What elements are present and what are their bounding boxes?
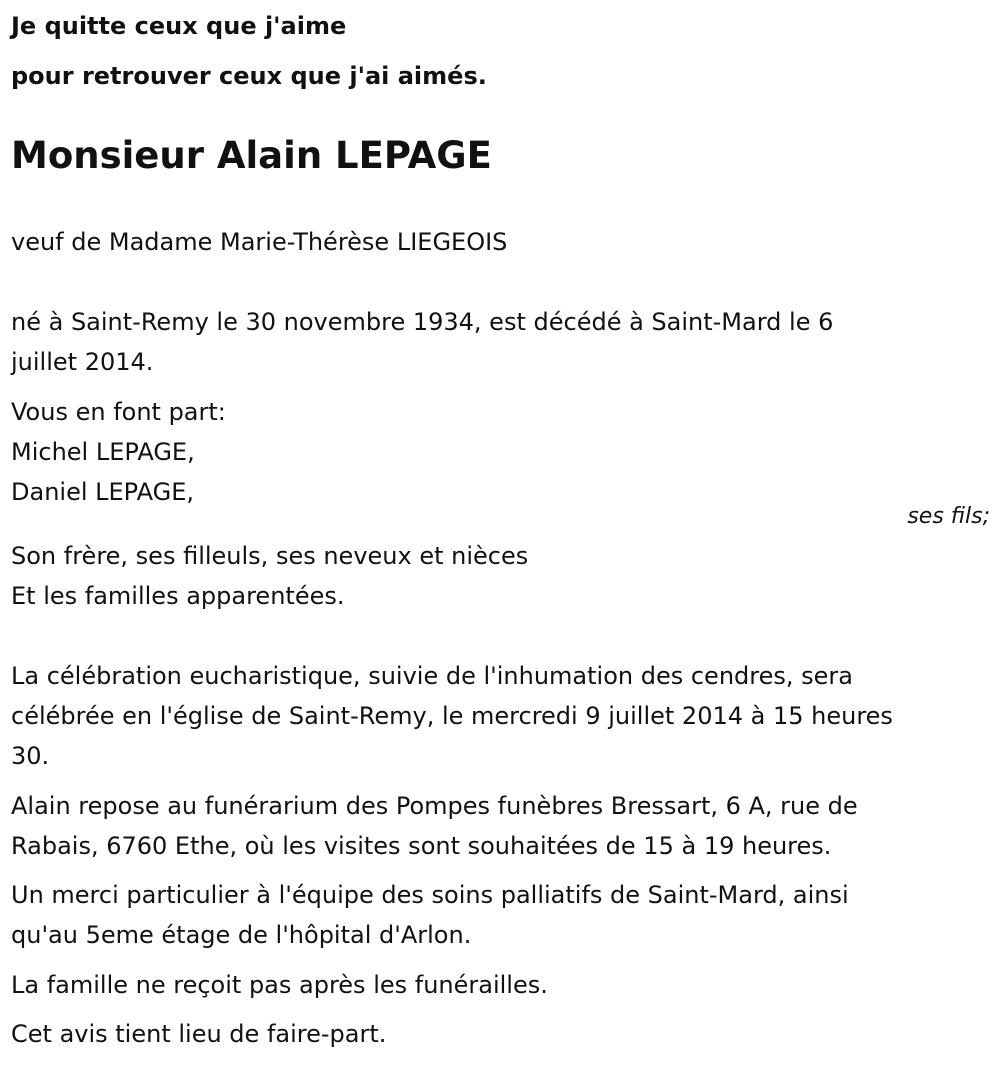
son-name: Daniel LEPAGE, <box>11 478 194 506</box>
birth-death-line-1: né à Saint-Remy le 30 novembre 1934, est décédé à Saint-Mard le 6 <box>11 308 834 336</box>
thanks-line-1: Un merci particulier à l'équipe des soins palliatifs de Saint-Mard, ainsi <box>11 881 849 909</box>
repose-paragraph <box>11 786 858 866</box>
verse-line-2: pour retrouver ceux que j'ai aimés. <box>11 62 487 90</box>
announcement-intro: Vous en font part: <box>11 398 226 426</box>
birth-death-paragraph <box>11 302 833 382</box>
family-line-2: Et les familles apparentées. <box>11 582 345 610</box>
birth-death-line-2: juillet 2014. <box>11 348 154 376</box>
reception-note: La famille ne reçoit pas après les funérailles. <box>11 971 548 999</box>
sons-label: ses fils; <box>907 504 990 529</box>
thanks-paragraph <box>11 875 849 955</box>
family-line-1: Son frère, ses filleuls, ses neveux et nièces <box>11 542 529 570</box>
thanks-line-2: qu'au 5eme étage de l'hôpital d'Arlon. <box>11 921 472 949</box>
deceased-name: Monsieur Alain LEPAGE <box>11 134 492 177</box>
verse-line-1: Je quitte ceux que j'aime <box>11 12 347 40</box>
celebration-line-1: La célébration eucharistique, suivie de l'inhumation des cendres, sera <box>11 662 853 690</box>
repose-line-2: Rabais, 6760 Ethe, où les visites sont souhaitées de 15 à 19 heures. <box>11 832 832 860</box>
widower-line: veuf de Madame Marie-Thérèse LIEGEOIS <box>11 228 508 256</box>
repose-line-1: Alain repose au funérarium des Pompes funèbres Bressart, 6 A, rue de <box>11 792 858 820</box>
family-paragraph <box>11 536 528 616</box>
announcement-paragraph <box>11 392 226 512</box>
celebration-paragraph <box>11 656 893 776</box>
celebration-line-3: 30. <box>11 742 50 770</box>
celebration-line-2: célébrée en l'église de Saint-Remy, le mercredi 9 juillet 2014 à 15 heures <box>11 702 893 730</box>
son-name: Michel LEPAGE, <box>11 438 195 466</box>
notice-note: Cet avis tient lieu de faire-part. <box>11 1020 387 1048</box>
